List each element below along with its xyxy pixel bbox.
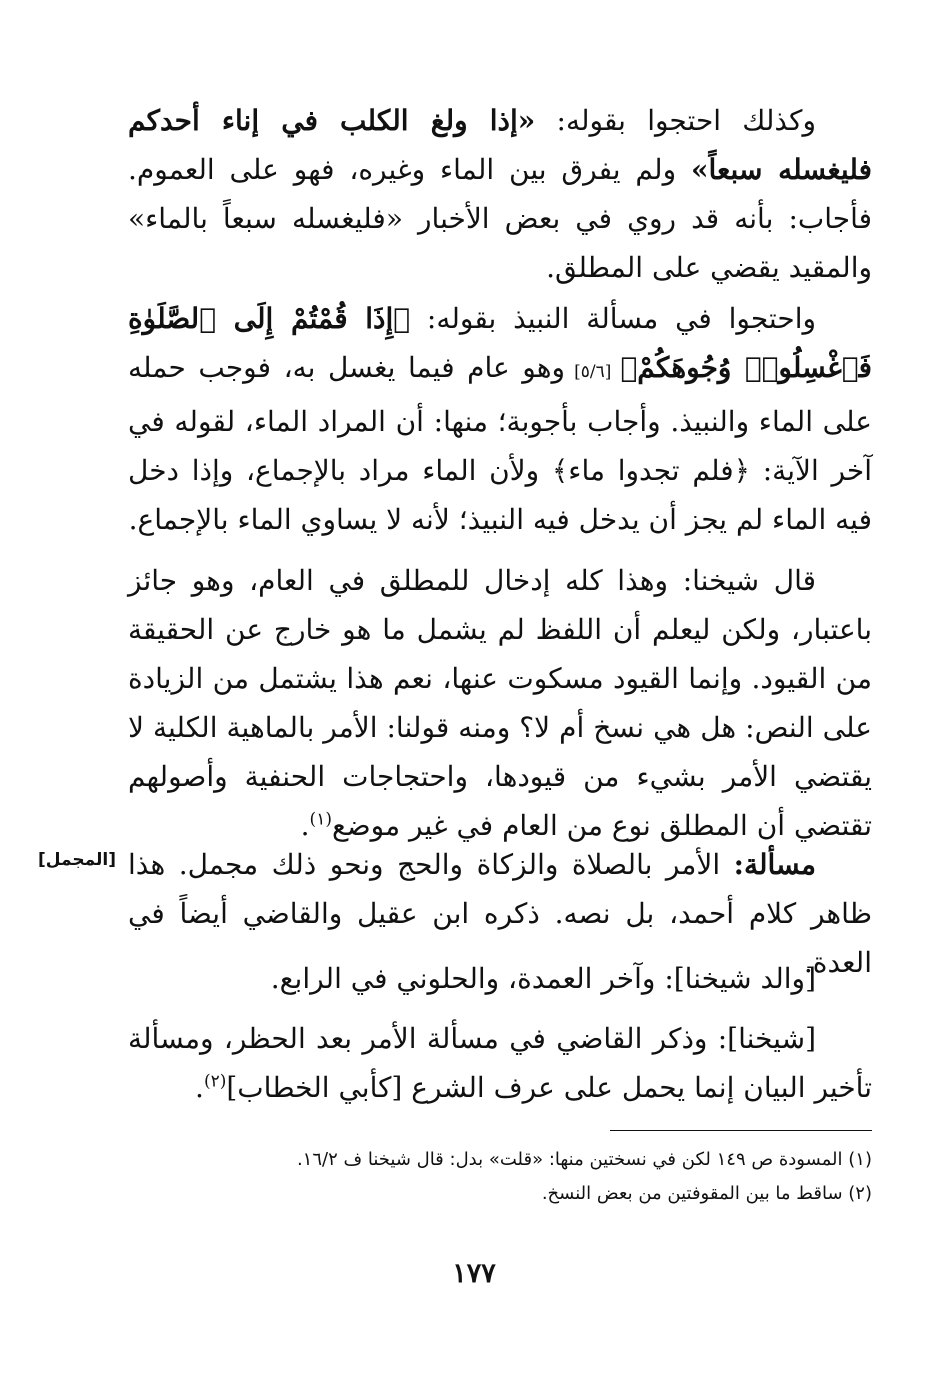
footnote-2: (٢) ساقط ما بين المقوفتين من بعض النسخ. [541,1183,872,1204]
paragraph-shaykhina [128,1014,872,1112]
paragraph-text: وكذلك احتجوا بقوله: [535,104,816,137]
footnote-divider [610,1130,872,1131]
paragraph-text: واحتجوا في مسألة النبيذ بقوله: [410,302,816,335]
paragraph-shaykh-comment [128,556,872,850]
paragraph-text: الأمر بالصلاة والزكاة والحج ونحو ذلك مجمل. هذا ظاهر كلام أحمد، بل نصه. ذكره ابن عقيل والقاضي أيضاً في العدة. [128,848,872,979]
paragraph-walid-shaykhina [128,954,872,1003]
paragraph-text: قال شيخنا: وهذا كله إدخال للمطلق في العام، وهو جائز باعتبار، ولكن ليعلم أن اللفظ لم يشمل ما هو خارج عن الحقيقة من القيود. وإنما القيود مسكوت عنها، نعم هذا يشتمل من الزيادة على النص: هل هي نسخ أم لا؟ ومنه قولنا: الأمر بالماهية الكلية لا يقتضي الأمر بشيء من قيودها، واحتجاجات الحنفية وأصولهم تقتضي أن المطلق نوع من العام في غير موضع [128,564,872,842]
section-title: مسألة: [733,848,816,881]
verse-reference: [٥/٦] [565,362,621,382]
paragraph-nabidh [128,294,872,544]
sentence-end: . [300,809,310,842]
paragraph-text: ولم يفرق بين الماء وغيره، فهو على العموم. فأجاب: بأنه قد روي في بعض الأخبار «فليغسله سبعاً بالماء» والمقيد يقضي على المطلق. [128,153,872,284]
hadith-quote: «إذا ولغ الكلب في إناء أحدكم فليغسله سبعاً» [128,104,872,186]
footnote-1: (١) المسودة ص ١٤٩ لكن في نسختين منها: «قلت» بدل: قال شيخنا ف ١٦/٢. [296,1149,872,1170]
sentence-end: . [195,1071,204,1104]
paragraph-text: [والد شيخنا]: وآخر العمدة، والحلوني في الرابع. [270,962,816,995]
margin-note: [المجمل] [38,850,116,870]
paragraph-text: [شيخنا]: وذكر القاضي في مسألة الأمر بعد الحظر، ومسألة تأخير البيان إنما يحمل على عرف الشرع [كأبي الخطاب] [128,1022,872,1104]
footnote-marker-2: (٢) [203,1071,227,1092]
page-number: ١٧٧ [452,1258,496,1289]
paragraph-text: وهو عام فيما يغسل به، فوجب حمله على الماء والنبيذ. وأجاب بأجوبة؛ منها: أن المراد الماء، لقوله في آخر الآية: ﴿فلم تجدوا ماء﴾ ولأن الماء مراد بالإجماع، وإذا دخل فيه الماء لم يجز أن يدخل فيه النبيذ؛ لأنه لا يساوي الماء بالإجماع. [128,351,872,536]
footnotes [128,1143,872,1211]
paragraph-dog-hadith [128,96,872,292]
footnote-marker-1: (١) [309,809,332,830]
quran-verse: ﴿إِذَا قُمْتُمْ إِلَى ٱلصَّلَوٰةِ فَٱغْسِلُوا۟ وُجُوهَكُمْ﴾ [128,302,872,384]
